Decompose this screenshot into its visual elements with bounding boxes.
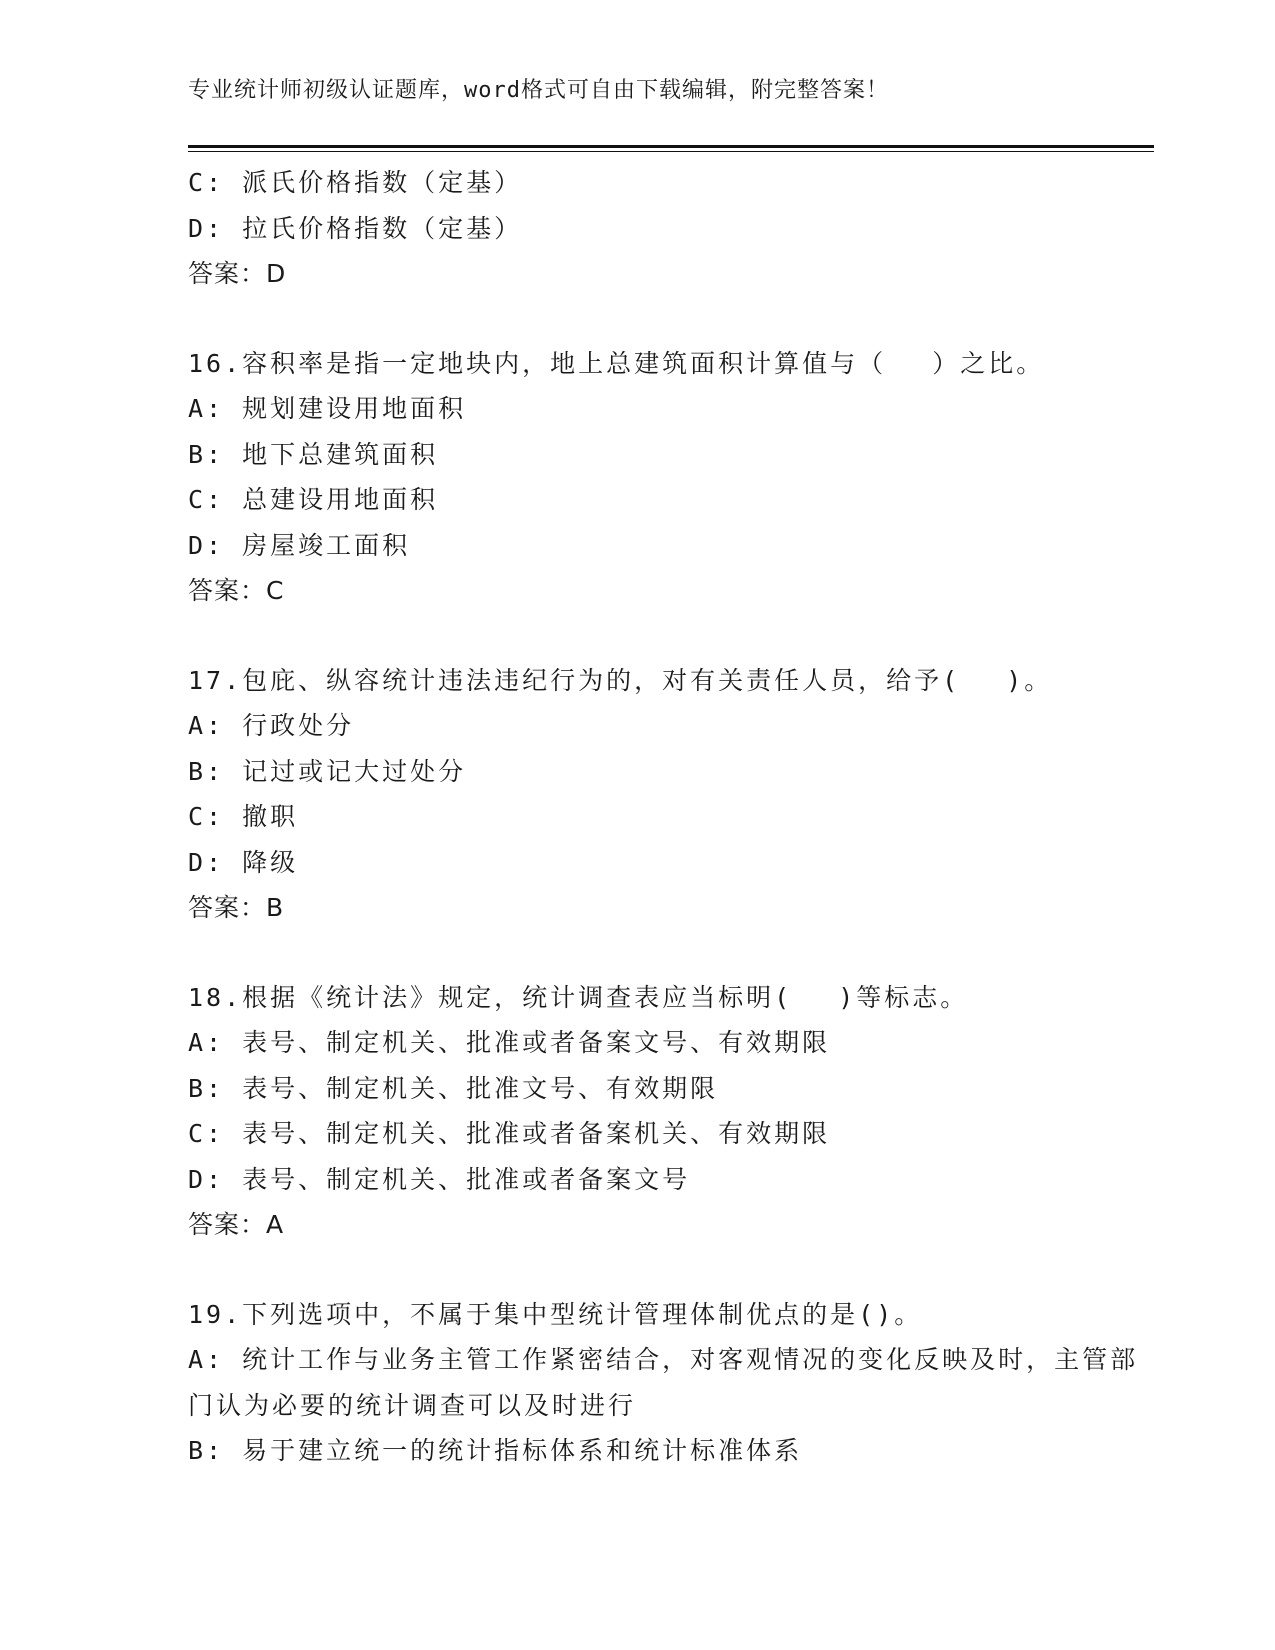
option-d: D: 表号、制定机关、批准或者备案文号 [188, 1164, 691, 1194]
question-19 [188, 1292, 1154, 1474]
question-18 [188, 975, 1154, 1248]
answer-line: 答案：C [188, 576, 285, 605]
page-header: 专业统计师初级认证题库，word格式可自由下载编辑，附完整答案！ [188, 78, 889, 103]
question-stem: 17.包庇、纵容统计违法违纪行为的，对有关责任人员，给予( )。 [188, 665, 1053, 695]
option-c: C: 撤职 [188, 802, 299, 831]
option-a: A: 统计工作与业务主管工作紧密结合，对客观情况的变化反映及时，主管部门认为必要的统计调查可以及时进行 [188, 1345, 1139, 1420]
partial-question-block [188, 160, 1154, 297]
option-b: B: 易于建立统一的统计指标体系和统计标准体系 [188, 1436, 803, 1465]
option-b: B: 地下总建筑面积 [188, 439, 439, 469]
option-c: C: 总建设用地面积 [188, 485, 439, 514]
question-content [188, 160, 1154, 1474]
answer-line: 答案：D [188, 259, 287, 288]
question-stem: 18.根据《统计法》规定，统计调查表应当标明( )等标志。 [188, 982, 969, 1012]
option-c: C: 派氏价格指数（定基） [188, 168, 523, 197]
answer-line: 答案：A [188, 1210, 285, 1239]
option-d: D: 降级 [188, 847, 299, 877]
answer-line: 答案：B [188, 893, 285, 922]
option-a: A: 行政处分 [188, 711, 355, 740]
option-a: A: 规划建设用地面积 [188, 394, 467, 423]
option-d: D: 拉氏价格指数（定基） [188, 213, 523, 243]
option-c: C: 表号、制定机关、批准或者备案机关、有效期限 [188, 1119, 831, 1148]
option-b: B: 记过或记大过处分 [188, 756, 467, 786]
option-d: D: 房屋竣工面积 [188, 530, 411, 560]
question-17 [188, 658, 1154, 931]
question-16 [188, 341, 1154, 614]
option-b: B: 表号、制定机关、批准文号、有效期限 [188, 1073, 719, 1103]
option-a: A: 表号、制定机关、批准或者备案文号、有效期限 [188, 1028, 831, 1057]
header-rule-thick [188, 145, 1154, 148]
question-stem: 19.下列选项中，不属于集中型统计管理体制优点的是()。 [188, 1299, 923, 1329]
header-rule-thin [188, 151, 1154, 152]
question-stem: 16.容积率是指一定地块内，地上总建筑面积计算值与（ ）之比。 [188, 348, 1045, 378]
